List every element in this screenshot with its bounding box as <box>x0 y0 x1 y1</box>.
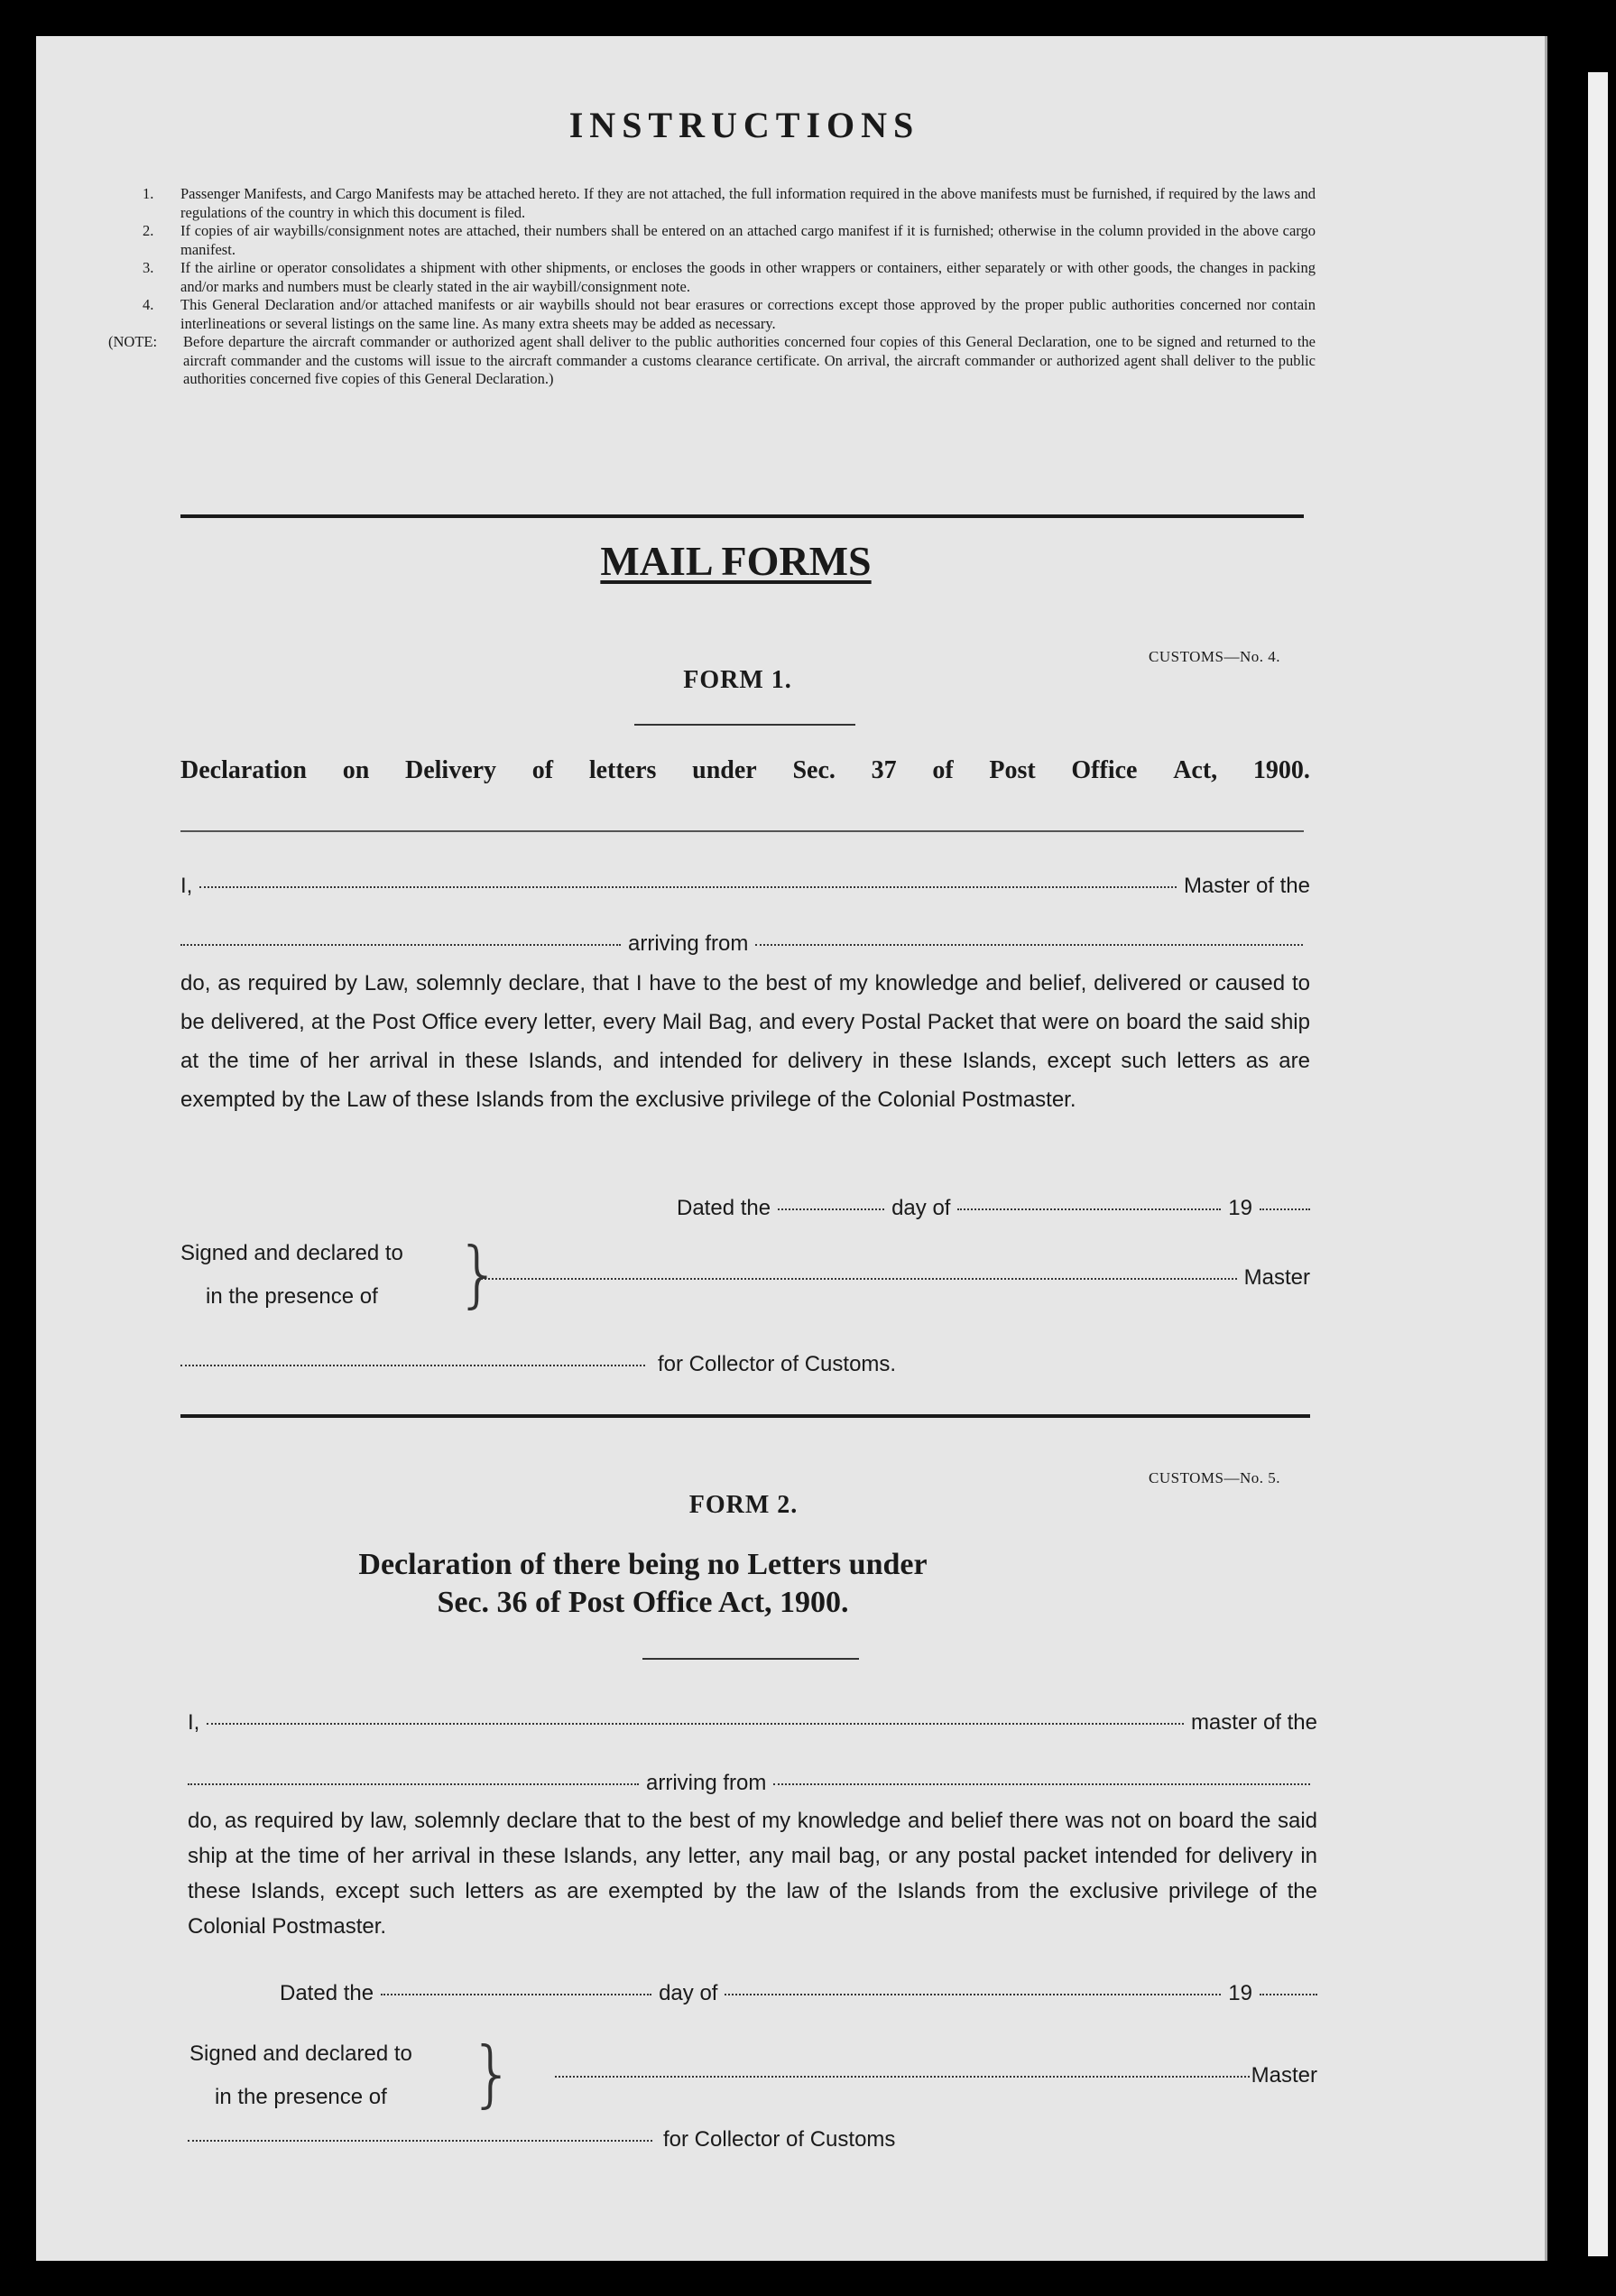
form2-master-sign-line: Master <box>555 2063 1317 2088</box>
form-divider <box>180 1414 1310 1418</box>
instruction-item: 4. This General Declaration and/or attached manifests or air waybills should not bear erasures or corrections except those approved by the proper public authorities concerned nor contain interlineations or several listings on the same line. As many extra sheets may be added as necessary. <box>143 296 1316 332</box>
form1-declaration-heading: Declaration on Delivery of letters under Sec. 37 of Post Office Act, 1900. <box>180 756 1310 784</box>
form1-date-line: Dated the day of 19 <box>677 1196 1310 1221</box>
form2-signed-label: Signed and declared to in the presence of <box>189 2041 412 2109</box>
form1-ship-field[interactable] <box>180 944 621 946</box>
form1-master-signature-field[interactable] <box>478 1278 1237 1280</box>
form1-master-line: I, Master of the <box>180 874 1310 898</box>
instruction-item: 1. Passenger Manifests, and Cargo Manifests may be attached hereto. If they are not attached, the full information required in the above manifests must be furnished, if required by the laws and regulations of the country in which this document is filed. <box>143 185 1316 221</box>
form1-heading-rule <box>180 830 1304 832</box>
form2-arriving-line: arriving from <box>188 1771 1317 1796</box>
form2-customs-number: CUSTOMS—No. 5. <box>1149 1469 1281 1486</box>
form1-name-field[interactable] <box>199 886 1177 888</box>
section-divider <box>180 514 1304 518</box>
form2-collector-line: for Collector of Customs <box>188 2127 955 2152</box>
form1-month-field[interactable] <box>957 1208 1221 1210</box>
instructions-list <box>108 185 1316 389</box>
form2-day-field[interactable] <box>381 1994 651 1995</box>
form2-ship-field[interactable] <box>188 1783 639 1785</box>
form2-name-field[interactable] <box>207 1723 1184 1725</box>
form1-origin-field[interactable] <box>755 944 1303 946</box>
form1-title: FORM 1. <box>683 666 792 694</box>
form1-title-rule <box>634 724 855 726</box>
form2-year-field[interactable] <box>1260 1994 1317 1995</box>
form1-day-field[interactable] <box>778 1208 884 1210</box>
form1-customs-number: CUSTOMS—No. 4. <box>1149 648 1281 665</box>
form1-body: do, as required by Law, solemnly declare, that I have to the best of my knowledge and belief, delivered or caused to be delivered, at the Post Office every letter, every Mail Bag, and every Postal Packet that were on board the said ship at the time of her arrival in these Islands, and intended for delivery in these Islands, except such letters as are exempted by the Law of these Islands from the exclusive privilege of the Colonial Postmaster. <box>180 971 1310 1112</box>
form2-collector-signature-field[interactable] <box>188 2140 652 2142</box>
form1-collector-signature-field[interactable] <box>180 1365 645 1366</box>
mail-forms-title: MAIL FORMS <box>600 538 872 584</box>
instruction-note: (NOTE: Before departure the aircraft commander or authorized agent shall deliver to the public authorities concerned four copies of this General Declaration, one to be signed and returned to the aircraft commander and the customs will issue to the aircraft commander a customs clearance certificate. On arrival, the aircraft commander or authorized agent shall deliver to the public authorities concerned five copies of this General Declaration.) <box>108 333 1316 387</box>
instruction-item: 2. If copies of air waybills/consignment notes are attached, their numbers shall be entered on an attached cargo manifest if it is furnished; otherwise in the column provided in the above cargo manifest. <box>143 222 1316 258</box>
form1-signed-label: Signed and declared to in the presence of <box>180 1241 403 1309</box>
form2-title: FORM 2. <box>688 1491 799 1519</box>
form2-brace: } <box>469 2032 515 2115</box>
form2-body: do, as required by law, solemnly declare that to the best of my knowledge and belief there was not on board the said ship at the time of her arrival in these Islands, any letter, any mail bag, or any postal packet intended for delivery in these Islands, except such letters as are exempted by the law of the Islands from the exclusive privilege of the Colonial Postmaster. <box>188 1809 1317 1939</box>
instruction-item: 3. If the airline or operator consolidates a shipment with other shipments, or encloses the goods in other wrappers or containers, either separately or with other goods, the changes in packing and/or marks and numbers must be clearly stated in the air waybill/consignment note. <box>143 259 1316 295</box>
form1-year-field[interactable] <box>1260 1208 1310 1210</box>
form2-month-field[interactable] <box>725 1994 1221 1995</box>
form1-collector-line: for Collector of Customs. <box>180 1352 965 1377</box>
page-edge-strip <box>1588 72 1608 2256</box>
form2-date-line: Dated the day of 19 <box>280 1981 1317 2006</box>
form2-master-line: I, master of the <box>188 1710 1317 1735</box>
instructions-title: INSTRUCTIONS <box>568 105 920 145</box>
form2-origin-field[interactable] <box>773 1783 1310 1785</box>
form2-master-signature-field[interactable] <box>555 2076 1250 2078</box>
form1-arriving-line: arriving from <box>180 931 1310 957</box>
form2-title-rule <box>642 1658 859 1660</box>
form2-declaration-heading: Declaration of there being no Letters under Sec. 36 of Post Office Act, 1900. <box>358 1548 928 1619</box>
form1-brace: } <box>456 1232 502 1316</box>
form1-master-sign-line: Master <box>478 1265 1310 1291</box>
